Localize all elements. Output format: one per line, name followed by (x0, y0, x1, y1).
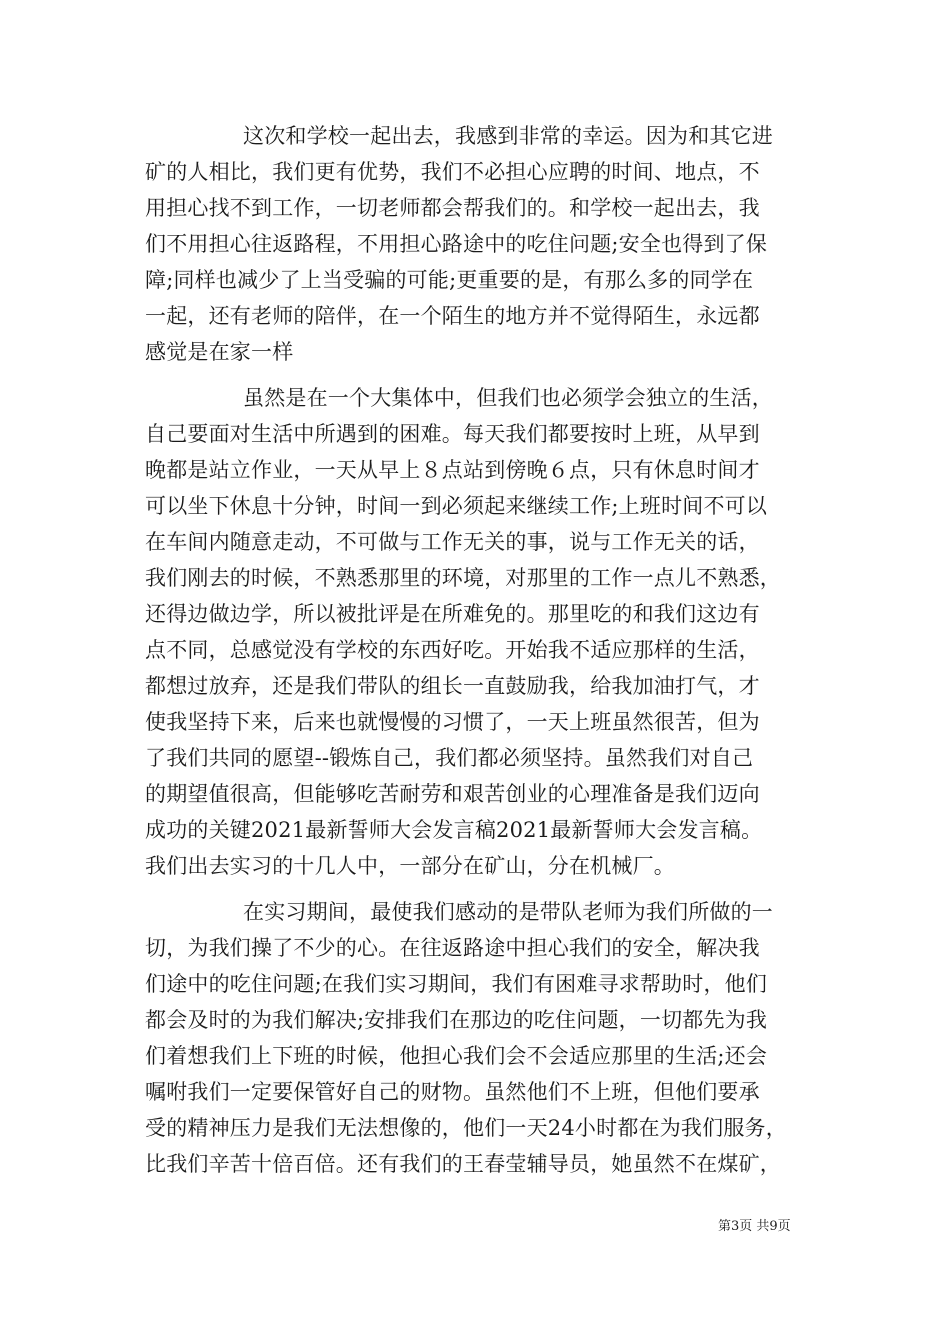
paragraph-2-line-2: 自己要面对生活中所遇到的困难。每天我们都要按时上班，从早到 (145, 422, 760, 446)
paragraph-1-line-4: 们不用担心往返路程，不用担心路途中的吃住问题;安全也得到了保 (145, 232, 768, 256)
paragraph-2-line-8: 点不同，总感觉没有学校的东西好吃。开始我不适应那样的生活， (145, 638, 760, 662)
paragraph-2-line-1: 虽然是在一个大集体中，但我们也必须学会独立的生活， (243, 386, 773, 410)
paragraph-2-line-9: 都想过放弃，还是我们带队的组长一直鼓励我，给我加油打气，才 (145, 674, 760, 698)
paragraph-1-line-6: 一起，还有老师的陪伴，在一个陌生的地方并不觉得陌生，永远都 (145, 304, 760, 328)
paragraph-1-line-3: 用担心找不到工作，一切老师都会帮我们的。和学校一起出去，我 (145, 196, 760, 220)
paragraph-2-line-12: 的期望值很高，但能够吃苦耐劳和艰苦创业的心理准备是我们迈向 (145, 782, 760, 806)
paragraph-2-line-14: 我们出去实习的十几人中，一部分在矿山，分在机械厂。 (145, 854, 675, 878)
paragraph-2-line-13: 成功的关键2021最新誓师大会发言稿2021最新誓师大会发言稿。 (145, 818, 763, 842)
paragraph-3-line-7: 受的精神压力是我们无法想像的，他们一天24小时都在为我们服务， (145, 1116, 787, 1140)
paragraph-2-line-6: 我们刚去的时候，不熟悉那里的环境，对那里的工作一点儿不熟悉， (145, 566, 781, 590)
paragraph-2-line-11: 了我们共同的愿望--锻炼自己，我们都必须坚持。虽然我们对自己 (145, 746, 754, 770)
paragraph-3-line-4: 都会及时的为我们解决;安排我们在那边的吃住问题，一切都先为我 (145, 1008, 768, 1032)
paragraph-1-line-7: 感觉是在家一样 (145, 340, 294, 364)
paragraph-3-line-3: 们途中的吃住问题;在我们实习期间，我们有困难寻求帮助时，他们 (145, 972, 768, 996)
paragraph-2-line-3: 晚都是站立作业，一天从早上８点站到傍晚６点，只有休息时间才 (145, 458, 760, 482)
paragraph-3-line-8: 比我们辛苦十倍百倍。还有我们的王春莹辅导员，她虽然不在煤矿， (145, 1152, 781, 1176)
paragraph-1-line-5: 障;同样也减少了上当受骗的可能;更重要的是，有那么多的同学在 (145, 268, 754, 292)
paragraph-2-line-10: 使我坚持下来，后来也就慢慢的习惯了，一天上班虽然很苦，但为 (145, 710, 760, 734)
paragraph-3-line-6: 嘱咐我们一定要保管好自己的财物。虽然他们不上班，但他们要承 (145, 1080, 760, 1104)
paragraph-3-line-2: 切，为我们操了不少的心。在往返路途中担心我们的安全，解决我 (145, 936, 760, 960)
paragraph-1-line-2: 矿的人相比，我们更有优势，我们不必担心应聘的时间、地点，不 (145, 160, 760, 184)
paragraph-1-line-1: 这次和学校一起出去，我感到非常的幸运。因为和其它进 (243, 124, 773, 148)
paragraph-2-line-7: 还得边做边学，所以被批评是在所难免的。那里吃的和我们这边有 (145, 602, 760, 626)
paragraph-2-line-5: 在车间内随意走动，不可做与工作无关的事，说与工作无关的话， (145, 530, 760, 554)
paragraph-2-line-4: 可以坐下休息十分钟，时间一到必须起来继续工作;上班时间不可以 (145, 494, 768, 518)
paragraph-3-line-5: 们着想我们上下班的时候，他担心我们会不会适应那里的生活;还会 (145, 1044, 768, 1068)
paragraph-3-line-1: 在实习期间，最使我们感动的是带队老师为我们所做的一 (243, 900, 773, 924)
page-number-footer: 第3页 共9页 (718, 1219, 791, 1234)
